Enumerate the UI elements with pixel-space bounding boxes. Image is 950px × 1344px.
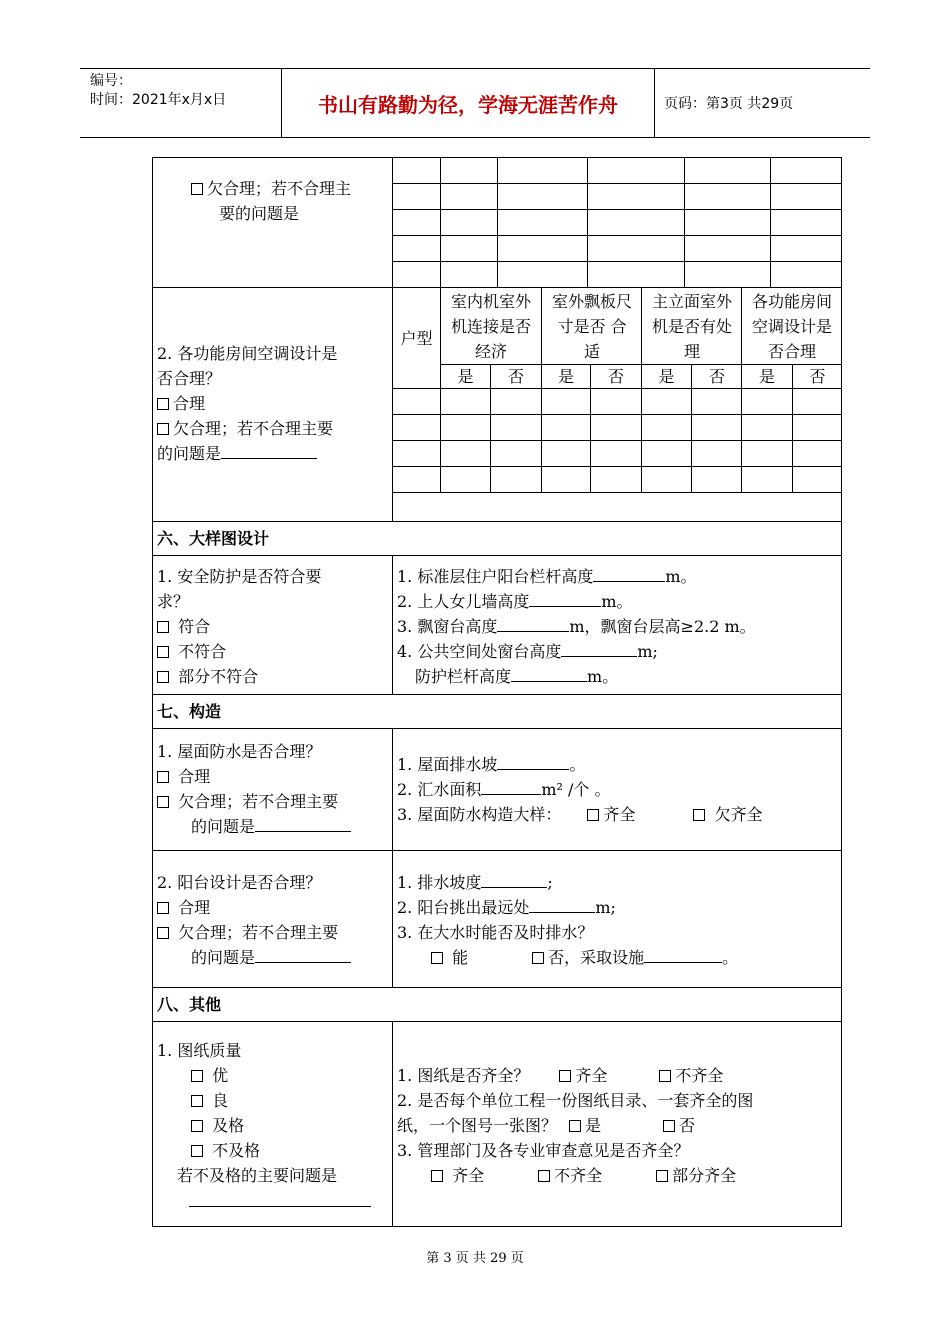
option-text: 是 [585, 1116, 602, 1135]
item-unit: 。 [722, 948, 739, 967]
safety-question [153, 556, 393, 694]
option-text: 齐全 [603, 805, 636, 824]
item-text: 3. 飘窗台高度 [397, 617, 498, 636]
item-unit: m² /个 。 [541, 780, 611, 799]
col-header-4: 各功能房间 [751, 292, 832, 311]
item-unit: m。 [665, 567, 697, 586]
item-unit: m; [637, 642, 658, 661]
checkbox[interactable] [191, 1120, 203, 1132]
section-6-header [153, 522, 841, 556]
option-text: 合理 [178, 767, 211, 786]
ac-design-grid [393, 288, 841, 521]
option-text: 不齐全 [554, 1166, 603, 1185]
checkbox[interactable] [663, 1120, 675, 1132]
blank-field[interactable] [529, 592, 601, 607]
option-text: 的问题是 [157, 444, 222, 463]
option-text: 否 [679, 1116, 696, 1135]
row-balcony [153, 851, 841, 988]
roof-answers [393, 729, 841, 850]
question-text: 否合理？ [157, 369, 222, 388]
option-text: 齐全 [575, 1066, 608, 1085]
col-yes: 是 [457, 367, 474, 386]
checkbox[interactable] [191, 1070, 203, 1082]
item-text: 3. 管理部门及各专业审查意见是否齐全？ [397, 1141, 690, 1160]
item-text: 1. 标准层住户阳台栏杆高度 [397, 567, 594, 586]
section-7-header [153, 695, 841, 729]
col-header-3: 机是否有处 [651, 317, 732, 336]
col-no: 否 [507, 367, 524, 386]
blank-field[interactable] [561, 642, 637, 657]
item-text: 防护栏杆高度 [415, 667, 512, 686]
item-text: 2. 是否每个单位工程一份图纸目录、一套齐全的图 [397, 1091, 754, 1110]
section-8-header [153, 988, 841, 1022]
option-text: 部分不符合 [178, 667, 259, 686]
col-yes: 是 [557, 367, 574, 386]
row-safety [153, 556, 841, 695]
option-text: 合理 [173, 394, 206, 413]
col-header-type: 户型 [400, 329, 433, 348]
checkbox[interactable] [157, 398, 169, 410]
option-text: 的问题是 [191, 948, 256, 967]
time-label: 时间：2021年x月x日 [90, 92, 227, 108]
blank-field[interactable] [511, 667, 587, 682]
item-unit: 。 [569, 755, 586, 774]
row-drawings [153, 1022, 841, 1226]
checkbox[interactable] [191, 1095, 203, 1107]
section-title: 七、构造 [157, 702, 222, 721]
option-text: 不齐全 [675, 1066, 724, 1085]
option-text: 欠齐全 [714, 805, 763, 824]
col-header-2: 适 [583, 342, 600, 361]
section-title: 八、其他 [157, 995, 222, 1014]
checkbox[interactable] [693, 809, 705, 821]
question-text: 1. 图纸质量 [157, 1041, 242, 1060]
col-header-1: 室内机室外 [450, 292, 531, 311]
question-text: 2. 各功能房间空调设计是 [157, 344, 338, 363]
checkbox[interactable] [659, 1070, 671, 1082]
option-text: 及格 [212, 1116, 245, 1135]
item-text: 纸，一个图号一张图？ [397, 1116, 558, 1135]
checkbox[interactable] [157, 671, 169, 683]
checkbox[interactable] [569, 1120, 581, 1132]
col-header-4: 否合理 [767, 342, 816, 361]
ac-design-question [153, 288, 393, 521]
item-text: 3. 屋面防水构造大样： [397, 805, 562, 824]
item-text: 4. 公共空间处窗台高度 [397, 642, 562, 661]
col-no: 否 [708, 367, 725, 386]
checkbox[interactable] [191, 183, 203, 195]
item-unit: m。 [587, 667, 619, 686]
col-no: 否 [607, 367, 624, 386]
col-yes: 是 [658, 367, 675, 386]
section-title: 六、大样图设计 [157, 529, 270, 548]
option-text: 不及格 [212, 1141, 261, 1160]
item-unit: m; [595, 898, 616, 917]
page-header [80, 68, 870, 138]
col-header-1: 经济 [474, 342, 507, 361]
header-motto: 书山有路勤为径，学海无涯苦作舟 [282, 69, 655, 137]
option-text: 能 [452, 948, 469, 967]
checkbox[interactable] [157, 621, 169, 633]
balcony-answers [393, 851, 841, 987]
option-text: 的问题是 [191, 817, 256, 836]
item-text: 2. 上人女儿墙高度 [397, 592, 530, 611]
item-unit: m。 [601, 592, 633, 611]
col-header-2: 寸是否 合 [557, 317, 627, 336]
checkbox[interactable] [538, 1170, 550, 1182]
blank-field[interactable] [593, 567, 665, 582]
option-text: 若不及格的主要问题是 [177, 1166, 338, 1185]
checkbox[interactable] [157, 796, 169, 808]
row-ac-design [153, 288, 841, 522]
ac-continued-grid [393, 158, 841, 287]
question-text: 2. 阳台设计是否合理？ [157, 873, 322, 892]
row-ac-continued [153, 158, 841, 288]
checkbox[interactable] [656, 1170, 668, 1182]
checkbox[interactable] [157, 927, 169, 939]
option-text: 合理 [178, 898, 211, 917]
option-text: 欠合理；若不合理主要 [178, 923, 339, 942]
row-roof [153, 729, 841, 851]
option-text: 欠合理；若不合理主 [207, 179, 352, 198]
option-text: 欠合理；若不合理主要 [173, 419, 334, 438]
question-text: 求？ [157, 592, 190, 611]
header-page-label: 页码：第3页 共29页 [664, 96, 794, 112]
option-text: 要的问题是 [219, 204, 300, 223]
option-text: 部分齐全 [672, 1166, 737, 1185]
checkbox[interactable] [559, 1070, 571, 1082]
option-text: 不符合 [178, 642, 227, 661]
drawings-answers [393, 1022, 841, 1226]
blank-field[interactable] [644, 948, 722, 963]
blank-field[interactable] [255, 817, 351, 832]
option-text: 否，采取设施 [548, 948, 645, 967]
item-text: 3. 在大水时能否及时排水？ [397, 923, 594, 942]
option-text: 优 [212, 1066, 229, 1085]
blank-field[interactable] [255, 948, 351, 963]
roof-question [153, 729, 393, 850]
blank-field[interactable] [529, 898, 595, 913]
item-unit: m，飘窗台层高≥2.2 m。 [569, 617, 756, 636]
checkbox[interactable] [157, 902, 169, 914]
checkbox[interactable] [157, 646, 169, 658]
col-no: 否 [809, 367, 826, 386]
blank-field[interactable] [189, 1192, 371, 1207]
col-header-3: 理 [683, 342, 700, 361]
question-text: 1. 安全防护是否符合要 [157, 567, 322, 586]
col-yes: 是 [758, 367, 775, 386]
review-table [152, 157, 842, 1227]
option-text: 齐全 [452, 1166, 485, 1185]
header-meta [80, 69, 282, 137]
checkbox[interactable] [157, 423, 169, 435]
safety-answers [393, 556, 841, 694]
blank-field[interactable] [221, 444, 317, 459]
checkbox[interactable] [532, 952, 544, 964]
checkbox[interactable] [431, 1170, 443, 1182]
balcony-question [153, 851, 393, 987]
item-unit: ; [547, 873, 553, 892]
item-text: 1. 图纸是否齐全？ [397, 1066, 530, 1085]
drawings-question [153, 1022, 393, 1226]
option-text: 欠合理；若不合理主要 [178, 792, 339, 811]
checkbox[interactable] [587, 809, 599, 821]
blank-field[interactable] [497, 755, 569, 770]
checkbox[interactable] [431, 952, 443, 964]
item-text: 2. 阳台挑出最远处 [397, 898, 530, 917]
col-header-2: 室外飘板尺 [551, 292, 632, 311]
option-text: 符合 [178, 617, 211, 636]
question-text: 1. 屋面防水是否合理？ [157, 742, 322, 761]
blank-field[interactable] [481, 780, 541, 795]
col-header-3: 主立面室外 [651, 292, 732, 311]
col-header-4: 空调设计是 [751, 317, 832, 336]
item-text: 1. 屋面排水坡 [397, 755, 498, 774]
ac-continued-question [153, 158, 393, 287]
blank-field[interactable] [497, 617, 569, 632]
option-text: 良 [212, 1091, 229, 1110]
item-text: 2. 汇水面积 [397, 780, 482, 799]
blank-field[interactable] [481, 873, 547, 888]
item-text: 1. 排水坡度 [397, 873, 482, 892]
col-header-1: 机连接是否 [450, 317, 531, 336]
checkbox[interactable] [157, 771, 169, 783]
code-label: 编号： [90, 73, 132, 89]
checkbox[interactable] [191, 1145, 203, 1157]
page-footer: 第 3 页 共 29 页 [426, 1251, 524, 1266]
